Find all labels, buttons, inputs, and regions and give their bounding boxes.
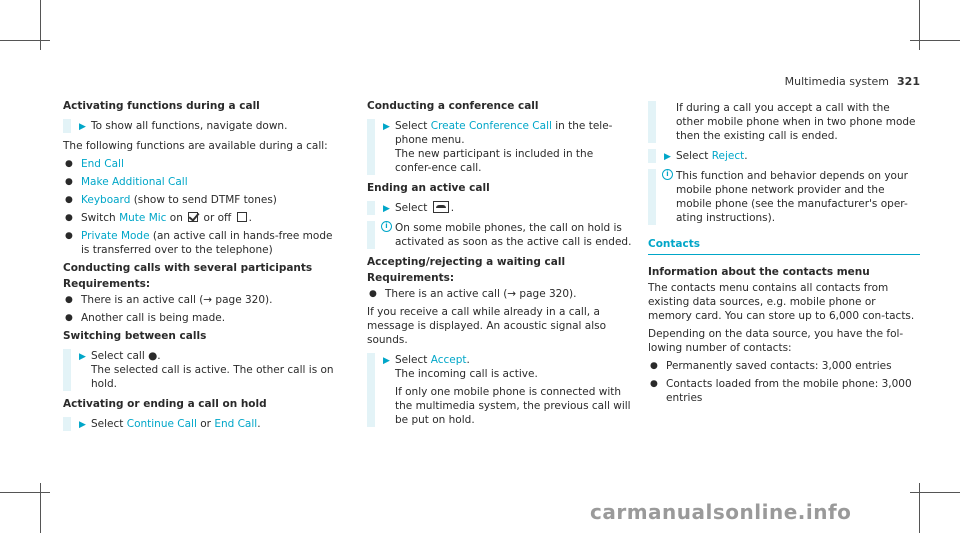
- heading-call-on-hold: Activating or ending a call on hold: [63, 398, 267, 410]
- column-2: [367, 99, 632, 433]
- link-end-call-hold[interactable]: End Call: [214, 418, 258, 430]
- info-note: i On some mobile phones, the call on hold is activated as soon as the active call is ended.: [367, 221, 632, 249]
- paragraph: The contacts menu contains all contacts from existing data sources, e.g. mobile phone or memory card. You can store up to 6,000 con-tacts.: [648, 282, 915, 322]
- checkbox-checked-icon: [188, 212, 198, 222]
- link-make-additional-call[interactable]: Make Additional Call: [81, 176, 188, 188]
- heading-conference-call: Conducting a conference call: [367, 100, 539, 112]
- crop-mark: [40, 483, 41, 533]
- list-item: ● Contacts loaded from the mobile phone: 3,000 entries: [650, 378, 912, 404]
- list-item: ● There is an active call (→ page 320).: [65, 294, 273, 306]
- link-mute-mic[interactable]: Mute Mic: [119, 212, 167, 224]
- column-3: [648, 99, 920, 409]
- list-item: ● Another call is being made.: [65, 312, 226, 324]
- step: ▶ Select Continue Call or End Call.: [63, 417, 343, 431]
- heading-waiting-call: Accepting/rejecting a waiting call: [367, 256, 566, 268]
- info-icon: i: [662, 169, 673, 180]
- list-item: ● Make Additional Call: [65, 176, 188, 188]
- crop-mark: [0, 492, 50, 493]
- step: ▶ Select Create Conference Call in the tele-phone menu. The new participant is included in the confer-ence call.: [367, 119, 632, 175]
- heading-activating-functions: Activating functions during a call: [63, 100, 260, 112]
- crop-mark: [910, 492, 960, 493]
- step-arrow-icon: ▶: [383, 356, 390, 366]
- crop-mark: [910, 40, 960, 41]
- crop-mark: [40, 0, 41, 50]
- step-arrow-icon: ▶: [79, 420, 86, 430]
- link-keyboard[interactable]: Keyboard: [81, 194, 131, 206]
- paragraph: The following functions are available during a call:: [63, 140, 328, 152]
- step-continued: If during a call you accept a call with the other mobile phone when in two phone mode then the existing call is ended.: [648, 101, 920, 143]
- heading-several-participants: Conducting calls with several participants: [63, 262, 313, 274]
- heading-contacts-info: Information about the contacts menu: [648, 266, 870, 278]
- list-item: ● Permanently saved contacts: 3,000 entries: [650, 360, 892, 372]
- info-note: i This function and behavior depends on your mobile phone network provider and the mobile phone (see the manufacturer's oper-ating instructions).: [648, 169, 920, 225]
- link-continue-call[interactable]: Continue Call: [126, 418, 197, 430]
- page-number: 321: [897, 75, 920, 88]
- crop-mark: [0, 40, 50, 41]
- step: ▶ Select .: [367, 201, 632, 215]
- checkbox-empty-icon: [237, 212, 247, 222]
- link-accept[interactable]: Accept: [430, 354, 467, 366]
- end-call-icon: [433, 201, 449, 213]
- step-arrow-icon: ▶: [383, 122, 390, 132]
- link-create-conference-call[interactable]: Create Conference Call: [430, 120, 552, 132]
- step: ▶ Select Reject.: [648, 149, 920, 163]
- step-arrow-icon: ▶: [79, 122, 86, 132]
- list-item: ● End Call: [65, 158, 124, 170]
- step: ▶ To show all functions, navigate down.: [63, 119, 343, 133]
- watermark: carmanualsonline.info: [590, 500, 852, 524]
- list-item: ● Private Mode (an active call in hands-free mode is transferred over to the telephone): [65, 230, 333, 256]
- heading-requirements: Requirements:: [367, 272, 455, 284]
- column-1: [63, 99, 343, 437]
- step: ▶ Select call ●. The selected call is active. The other call is on hold.: [63, 349, 343, 391]
- link-private-mode[interactable]: Private Mode: [81, 230, 150, 242]
- step-arrow-icon: ▶: [383, 204, 390, 214]
- info-icon: i: [381, 221, 392, 232]
- page-header: [785, 75, 920, 88]
- list-item: ● Keyboard (show to send DTMF tones): [65, 194, 277, 206]
- crop-mark: [919, 0, 920, 50]
- crop-mark: [919, 483, 920, 533]
- heading-requirements: Requirements:: [63, 278, 151, 290]
- heading-switching-calls: Switching between calls: [63, 330, 207, 342]
- link-end-call[interactable]: End Call: [81, 158, 124, 170]
- paragraph: If you receive a call while already in a call, a message is displayed. An acoustic signal also sounds.: [367, 306, 607, 346]
- section-title-contacts: Contacts: [648, 237, 920, 255]
- header-title: Multimedia system: [784, 75, 890, 88]
- link-reject[interactable]: Reject: [711, 150, 745, 162]
- paragraph: Depending on the data source, you have the fol-lowing number of contacts:: [648, 328, 904, 354]
- list-item: ● There is an active call (→ page 320).: [369, 288, 577, 300]
- heading-ending-call: Ending an active call: [367, 182, 490, 194]
- step-arrow-icon: ▶: [664, 152, 671, 162]
- list-item: ● Switch Mute Mic on or off .: [65, 212, 252, 224]
- step-arrow-icon: ▶: [79, 352, 86, 362]
- step: ▶ Select Accept. The incoming call is active. If only one mobile phone is connected with the multimedia system, the previous call will be put on hold.: [367, 353, 632, 427]
